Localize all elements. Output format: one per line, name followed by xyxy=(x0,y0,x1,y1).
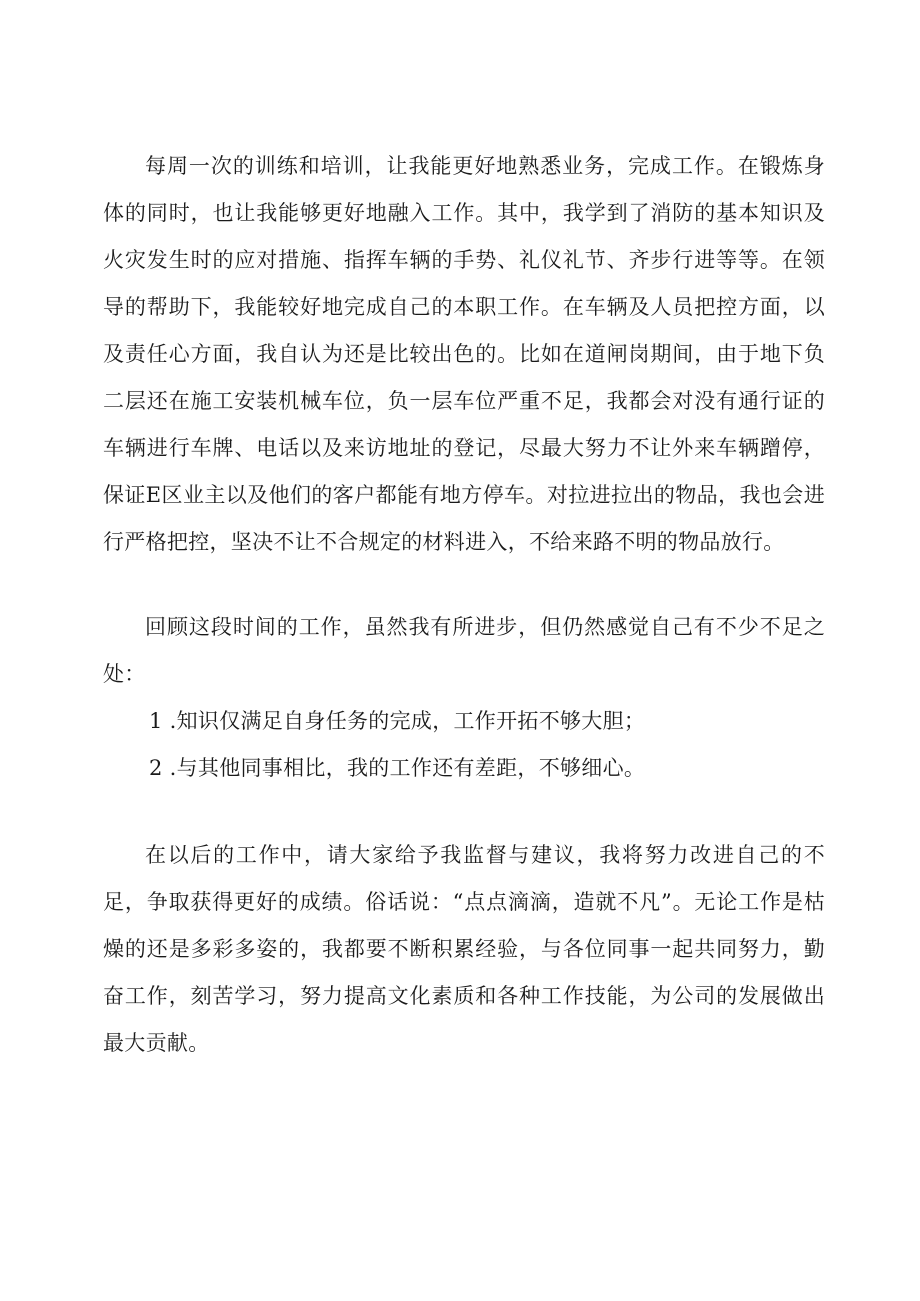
document-page xyxy=(103,143,825,1067)
list-item: 1 .知识仅满足自身任务的完成，工作开拓不够大胆； xyxy=(149,709,646,733)
paragraph-training: 每周一次的训练和培训，让我能更好地熟悉业务，完成工作。在锻炼身体的同时，也让我能够更好地融入工作。其中，我学到了消防的基本知识及火灾发生时的应对措施、指挥车辆的手势、礼仪礼节、齐步行进等等。在领导的帮助下，我能较好地完成自己的本职工作。在车辆及人员把控方面，以及责任心方面，我自认为还是比较出色的。比如在道闸岗期间，由于地下负二层还在施工安装机械车位，负一层车位严重不足，我都会对没有通行证的车辆进行车牌、电话以及来访地址的登记，尽最大努力不让外来车辆蹭停，保证E区业主以及他们的客户都能有地方停车。对拉进拉出的物品，我也会进行严格把控，坚决不让不合规定的材料进入，不给来路不明的物品放行。 xyxy=(103,154,825,554)
list-item: 2 .与其他同事相比，我的工作还有差距，不够细心。 xyxy=(149,756,646,780)
paragraph-review: 回顾这段时间的工作，虽然我有所进步，但仍然感觉自己有不少不足之处： xyxy=(103,615,825,686)
paragraph-future: 在以后的工作中，请大家给予我监督与建议，我将努力改进自己的不足，争取获得更好的成绩。俗话说：“点点滴滴，造就不凡”。无论工作是枯燥的还是多彩多姿的，我都要不断积累经验，与各位同事一起共同努力，勤奋工作，刻苦学习，努力提高文化素质和各种工作技能，为公司的发展做出最大贡献。 xyxy=(103,843,825,1055)
